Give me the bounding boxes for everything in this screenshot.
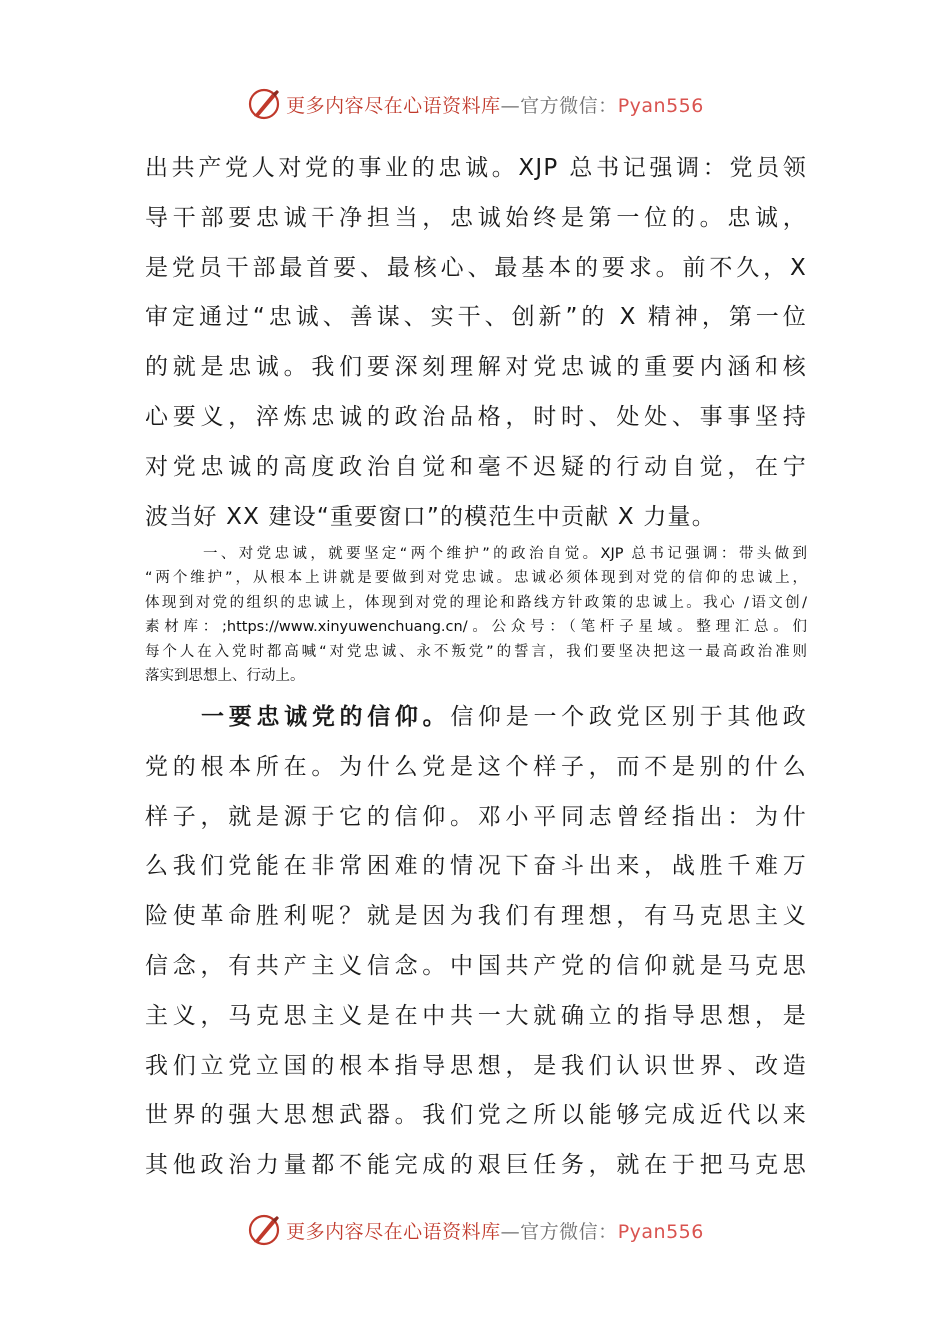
intro-paragraph (145, 144, 807, 542)
text-line: 主义，马克思主义是在中共一大就确立的指导思想，是 (145, 1002, 807, 1029)
text-line: 出共产党人对党的事业的忠诚。XJP 总书记强调：党员领 (145, 155, 807, 181)
banner-suffix: 官方微信： (520, 1220, 618, 1243)
small-text-line: 体现到对党的组织的忠诚上，体现到对党的理论和路线方针政策的忠诚上。我心 /语文创/ (145, 594, 807, 611)
banner-suffix: 官方微信： (520, 94, 618, 117)
section-first-line-rest: 信仰是一个政党区别于其他政 (450, 704, 807, 730)
text-line: 险使革命胜利呢？就是因为我们有理想，有马克思主义 (145, 903, 807, 930)
fountain-pen-logo-icon (246, 1212, 282, 1248)
text-line: 波当好 XX 建设“重要窗口”的模范生中贡献 X 力量。 (145, 503, 716, 530)
section-heading: 一要忠诚党的信仰。 (201, 704, 451, 730)
banner-prefix: 更多内容尽在心语资料库 (286, 1220, 501, 1243)
banner-handle: Pyan556 (617, 94, 704, 117)
banner-handle: Pyan556 (617, 1220, 704, 1243)
small-text-line: “两个维护”，从根本上讲就是要做到对党忠诚。忠诚必须体现到对党的信仰的忠诚上， (145, 570, 807, 587)
banner-text (286, 1217, 704, 1244)
small-text-line: 一、对党忠诚，就要坚定“两个维护”的政治自觉。XJP 总书记强调：带头做到 (203, 546, 807, 562)
text-line: 心要义，淬炼忠诚的政治品格，时时、处处、事事坚持 (145, 403, 807, 430)
text-line: 是党员干部最首要、最核心、最基本的要求。前不久，X (145, 254, 807, 281)
small-text-line: 落实到思想上、行动上。 (145, 667, 305, 684)
banner-text (286, 91, 704, 118)
small-text-line: 每个人在入党时都高喊“对党忠诚、永不叛党”的誓言，我们要坚决把这一最高政治准则 (145, 643, 807, 660)
section-first-line (145, 693, 807, 743)
fountain-pen-logo-icon (246, 86, 282, 122)
small-text-line: 素材库：;https://www.xinyuwenchuang.cn/。公众号：（笔杆子星域。整理汇总。们 (145, 619, 807, 636)
text-line: 我们立党立国的根本指导思想，是我们认识世界、改造 (145, 1052, 807, 1079)
text-line: 么我们党能在非常困难的情况下奋斗出来，战胜千难万 (145, 853, 807, 880)
text-line: 的就是忠诚。我们要深刻理解对党忠诚的重要内涵和核 (145, 354, 807, 381)
text-line: 导干部要忠诚干净担当，忠诚始终是第一位的。忠诚， (145, 204, 807, 231)
text-line: 党的根本所在。为什么党是这个样子，而不是别的什么 (145, 753, 807, 780)
text-line: 其他政治力量都不能完成的艰巨任务，就在于把马克思 (145, 1152, 807, 1179)
text-line: 审定通过“忠诚、善谋、实干、创新”的 X 精神，第一位 (145, 304, 807, 331)
banner-prefix: 更多内容尽在心语资料库 (286, 94, 501, 117)
text-line: 世界的强大思想武器。我们党之所以能够完成近代以来 (145, 1102, 807, 1129)
banner-separator: — (500, 1220, 521, 1243)
small-paragraph (145, 542, 807, 688)
text-line: 对党忠诚的高度政治自觉和毫不迟疑的行动自觉，在宁 (145, 453, 807, 480)
banner-separator: — (500, 94, 521, 117)
text-line: 样子，就是源于它的信仰。邓小平同志曾经指出：为什 (145, 803, 807, 830)
text-line: 信念，有共产主义信念。中国共产党的信仰就是马克思 (145, 952, 807, 979)
footer-banner (0, 1208, 950, 1252)
section-paragraph (145, 693, 807, 1191)
header-banner (0, 82, 950, 126)
